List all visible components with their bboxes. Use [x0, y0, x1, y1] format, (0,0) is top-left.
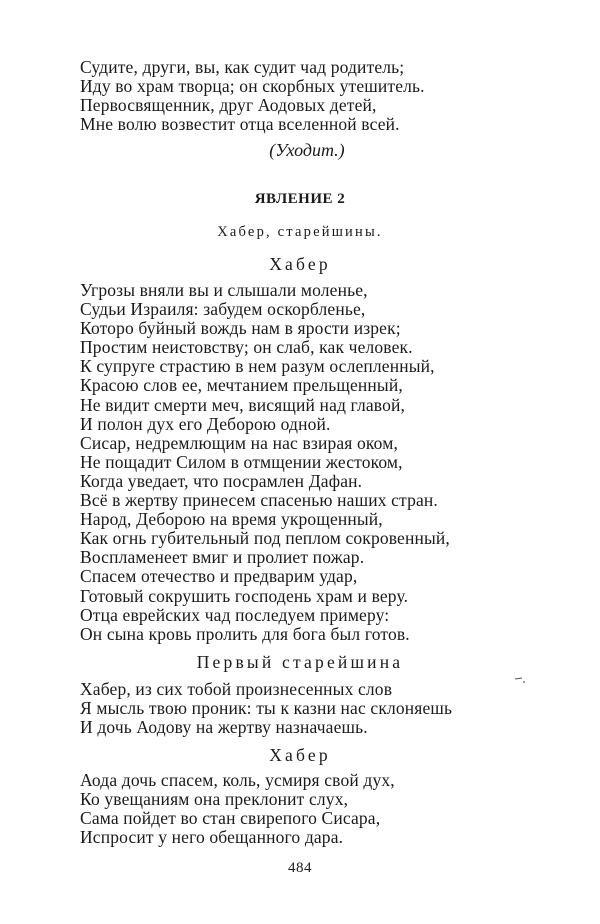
verse-line: Не пощадит Силом в отмщении жестоком, [80, 451, 403, 472]
stage-direction: (Уходит.) [269, 140, 345, 160]
verse-block-2 [80, 281, 450, 644]
verse-line: Иду во храм творца; он скорбных утешитель. [80, 76, 425, 97]
cast-list: Хабер, старейшины. [217, 224, 383, 240]
verse-block-1 [80, 58, 425, 134]
ink-speck-icon [514, 676, 526, 684]
verse-line: Испросит у него обещанного дара. [80, 827, 344, 848]
verse-line: Хабер, из сих тобой произнесенных слов [80, 679, 393, 699]
verse-line: Отца еврейских чад последуем примеру: [80, 604, 390, 625]
scene-heading: ЯВЛЕНИЕ 2 [254, 191, 346, 207]
page-number: 484 [288, 860, 312, 876]
verse-line: Как огнь губительный под пеплом сокровенный, [80, 528, 450, 549]
verse-line: Готовый сокрушить господень храм и веру. [80, 585, 409, 606]
verse-line: Народ, Деборою на время укрощенный, [80, 509, 383, 530]
speaker-name: Хабер [269, 254, 331, 274]
verse-line: Всё в жертву принесем спасенью наших стран. [80, 490, 438, 511]
verse-line: Спасем отечество и предварим удар, [80, 566, 358, 587]
verse-line: Первосвященник, друг Аодовых детей, [80, 95, 377, 116]
verse-block-3 [80, 680, 452, 737]
verse-line: И дочь Аодову на жертву назначаешь. [80, 717, 368, 738]
verse-line: Которо буйный вождь нам в ярости изрек; [80, 318, 401, 339]
verse-line: Не видит смерти меч, висящий над главой, [80, 394, 406, 415]
verse-block-4 [80, 771, 395, 847]
verse-line: К супруге страстию в нем разум ослепленный, [80, 356, 435, 377]
verse-line: Воспламенеет вмиг и пролиет пожар. [80, 547, 365, 568]
verse-line: Я мысль твою проник: ты к казни нас склоняешь [80, 698, 453, 719]
verse-line: Судите, други, вы, как судит чад родитель; [80, 57, 405, 77]
verse-line: Он сына кровь пролить для бога был готов. [80, 623, 410, 644]
verse-line: И полон дух его Деборою одной. [80, 413, 331, 434]
verse-line: Аода дочь спасем, коль, усмиря свой дух, [80, 770, 395, 790]
verse-line: Ко увещаниям она преклонит слух, [80, 789, 349, 810]
verse-line: Сисар, недремлющим на нас взирая оком, [80, 432, 398, 453]
verse-line: Сама пойдет во стан свирепого Сисара, [80, 808, 381, 829]
verse-line: Угрозы вняли вы и слышали моленье, [80, 280, 368, 300]
speaker-name: Первый старейшина [196, 652, 404, 672]
verse-line: Судьи Израиля: забудем оскорбленье, [80, 299, 366, 320]
verse-line: Простим неистовству; он слаб, как человек. [80, 337, 413, 358]
verse-line: Мне волю возвестит отца вселенной всей. [80, 114, 400, 135]
speaker-name: Хабер [269, 745, 331, 765]
verse-line: Красою слов ее, мечтанием прельщенный, [80, 375, 403, 396]
verse-line: Когда уведает, что посрамлен Дафан. [80, 470, 363, 491]
